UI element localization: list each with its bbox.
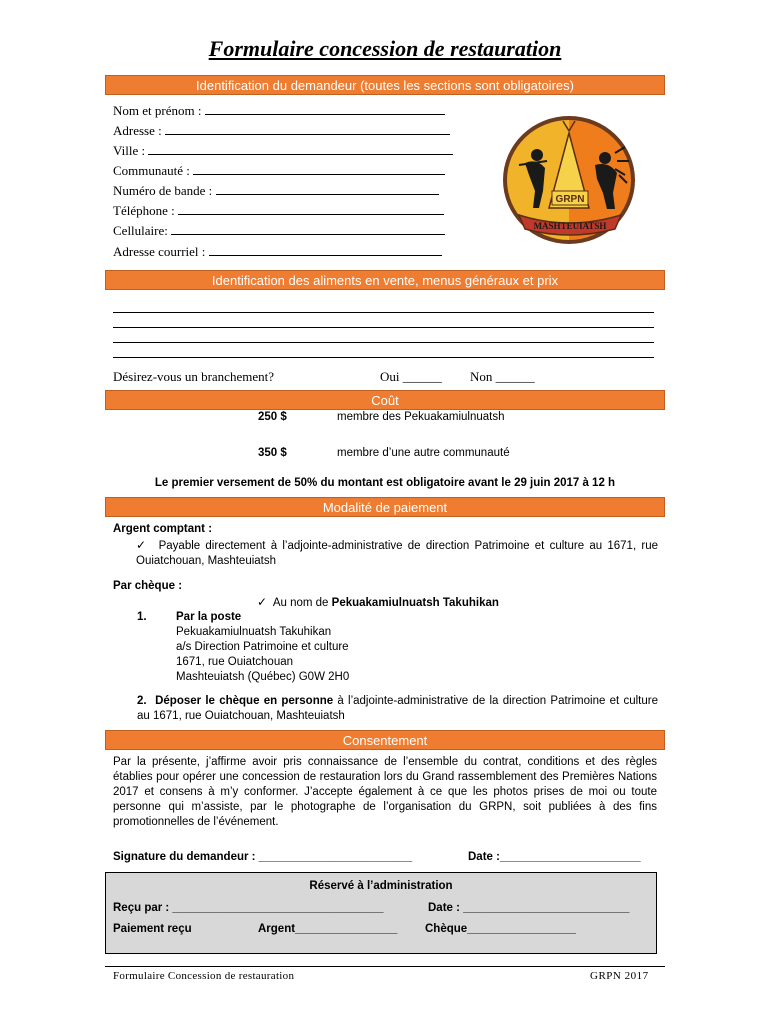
cout-price-1: 250 $ [258,411,287,423]
logo-top-text: GRPN [555,194,585,205]
checkmark-icon: ✓ [257,595,268,609]
field-line[interactable] [193,163,445,175]
footer-right: GRPN 2017 [590,970,649,982]
item2-text: à l’adjointe-administrative de la direction Patrimoine et culture au 1671, rue Ouiatchouan, Mashteuiatsh [137,695,658,722]
menu-line[interactable] [113,312,654,313]
section-header-aliments: Identification des aliments en vente, menus généraux et prix [105,270,665,290]
admin-argent[interactable]: Argent________________ [258,923,398,935]
field-cellulaire[interactable] [113,223,445,239]
field-line[interactable] [178,203,444,215]
cout-desc-1: membre des Pekuakamiulnuatsh [337,411,505,423]
admin-paiement-recu: Paiement reçu [113,923,192,935]
signature-line[interactable]: Signature du demandeur : ________________________ [113,851,413,863]
admin-recu-par[interactable]: Reçu par : _________________________________ [113,902,384,914]
footer-divider [105,966,665,967]
field-courriel[interactable] [113,244,442,260]
menu-line[interactable] [113,357,654,358]
admin-title: Réservé à l’administration [309,880,453,892]
field-line[interactable] [165,123,450,135]
field-label: Adresse courriel : [113,244,206,259]
address-line: a/s Direction Patrimoine et culture [176,641,349,653]
cheque-label: Par chèque : [113,580,183,592]
comptant-text [136,538,658,569]
page-title: Formulaire concession de restauration [208,36,562,61]
cout-price-2: 350 $ [258,447,287,459]
field-line[interactable] [216,183,439,195]
address-line: 1671, rue Ouiatchouan [176,656,294,668]
admin-date[interactable]: Date : __________________________ [428,902,630,914]
cheque-nom [257,595,499,609]
menu-line[interactable] [113,327,654,328]
branchement-non[interactable]: Non ______ [470,369,535,384]
item2-number: 2. [137,695,147,707]
grpn-logo-icon [497,113,642,248]
comptant-label: Argent comptant : [113,523,213,535]
address-line: Mashteuiatsh (Québec) G0W 2H0 [176,671,350,683]
item2-bold: Déposer le chèque en personne [155,695,334,707]
field-label: Adresse : [113,123,162,138]
branchement-question: Désirez-vous un branchement? [113,369,274,384]
cheque-nom-prefix: Au nom de [272,597,332,609]
cout-desc-2: membre d’une autre communauté [337,447,510,459]
address-line: Pekuakamiulnuatsh Takuhikan [176,626,332,638]
field-label: Numéro de bande : [113,183,213,198]
section-header-paiement: Modalité de paiement [105,497,665,517]
field-line[interactable] [148,143,453,155]
field-line[interactable] [205,103,445,115]
field-line[interactable] [209,244,442,256]
item1-number: 1. [137,611,147,623]
footer-left: Formulaire Concession de restauration [113,970,295,982]
field-label: Téléphone : [113,203,175,218]
field-numero-bande[interactable] [113,183,439,199]
field-communaute[interactable] [113,163,445,179]
date-line[interactable]: Date :______________________ [468,851,641,863]
section-header-demandeur: Identification du demandeur (toutes les sections sont obligatoires) [105,75,665,95]
section-header-cout: Coût [105,390,665,410]
field-line[interactable] [171,223,445,235]
field-ville[interactable] [113,143,453,159]
item1-address [176,625,349,685]
cheque-nom-value: Pekuakamiulnuatsh Takuhikan [331,597,499,609]
logo-banner-text: MASHTEUIATSH [533,221,607,231]
field-label: Cellulaire: [113,223,168,238]
branchement-oui[interactable]: Oui ______ [380,369,442,384]
item2 [137,694,658,724]
field-nom[interactable] [113,103,445,119]
field-label: Ville : [113,143,146,158]
grpn-logo [497,113,642,248]
item1-title: Par la poste [176,611,242,623]
checkmark-icon: ✓ [136,538,149,552]
consentement-text: Par la présente, j’affirme avoir pris connaissance de l’ensemble du contrat, conditions et des règles établies pour opérer une concession de restauration lors du Grand rassemblement des Premières Nations 2017 et consens à m’y conformer. J’accepte également à ce que les photos prises de moi ou toute personne qui m’assiste, par le photographe de l’organisation du GRPN, soit publiées à des fins promotionnelles de l’événement. [113,756,657,828]
comptant-text-body: Payable directement à l’adjointe-administrative de direction Patrimoine et culture au 1671, rue Ouiatchouan, Mashteuiatsh [136,540,659,567]
menu-line[interactable] [113,342,654,343]
versement-note: Le premier versement de 50% du montant est obligatoire avant le 29 juin 2017 à 12 h [154,477,616,489]
field-label: Nom et prénom : [113,103,202,118]
field-label: Communauté : [113,163,190,178]
admin-cheque[interactable]: Chèque_________________ [425,923,576,935]
field-adresse[interactable] [113,123,450,139]
field-telephone[interactable] [113,203,444,219]
section-header-consentement: Consentement [105,730,665,750]
